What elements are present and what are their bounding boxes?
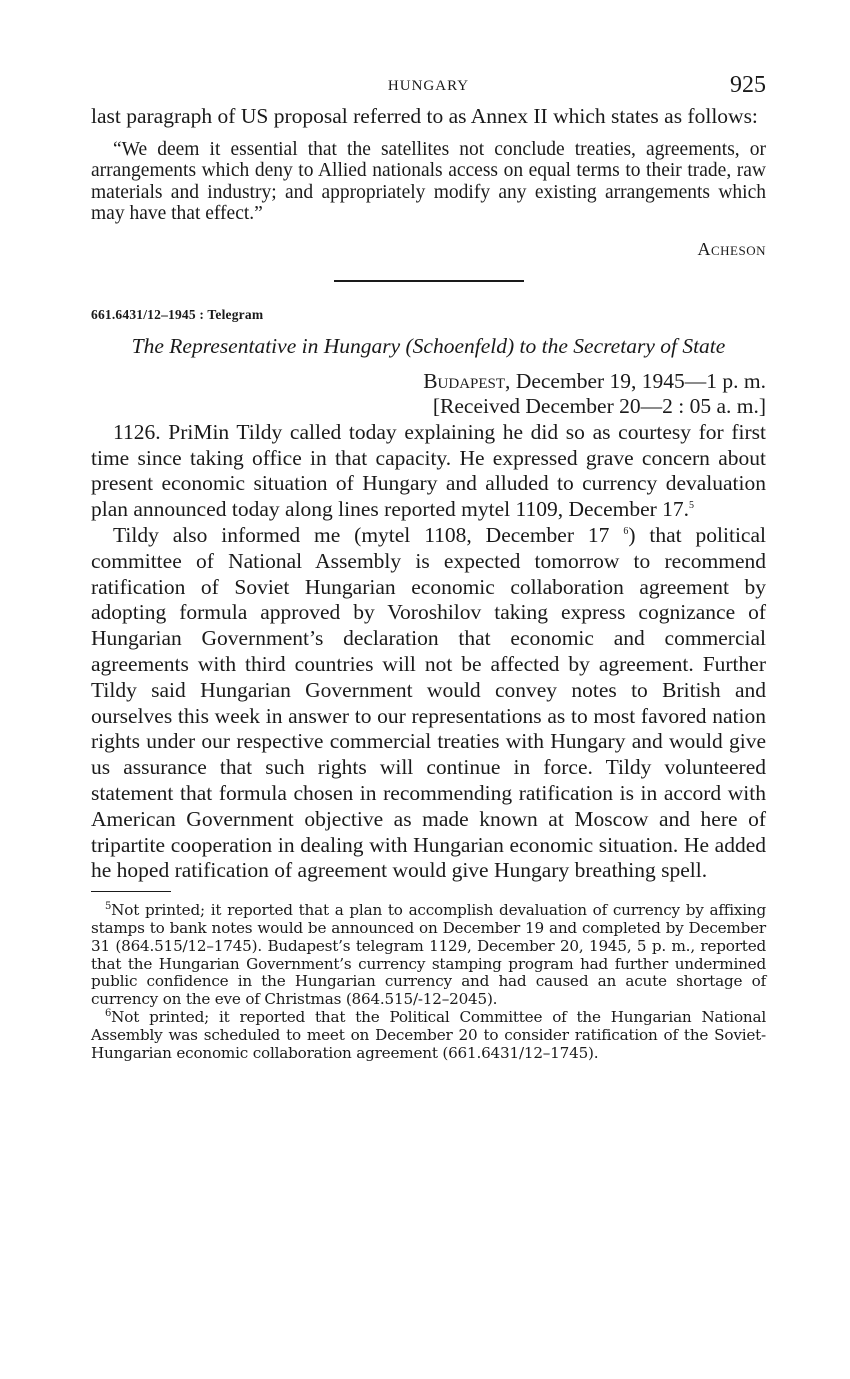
footnote-6 [91, 1009, 766, 1062]
section-divider [334, 280, 524, 282]
document-page [91, 72, 766, 1062]
file-reference: 661.6431/12–1945 : Telegram [91, 306, 264, 322]
paragraph-1-text: 1126. PriMin Tildy called today explaining he did so as courtesy for first time since taking office in that capacity. He expressed grave concern about present economic situation of Hungary and alluded to currency devaluation plan announced today along lines reported mytel 1109, December 17. [91, 419, 766, 522]
page-header [91, 72, 766, 104]
dateline-date: December 19, 1945—1 p. m. [510, 368, 766, 393]
dateline-sent [91, 369, 766, 395]
running-head: HUNGARY [387, 78, 470, 94]
telegram-paragraph-1 [91, 420, 766, 523]
continuation-paragraph: last paragraph of US proposal referred to as Annex II which states as follows: [91, 104, 758, 128]
quoted-annex-text: “We deem it essential that the satellites not conclude treaties, agreements, or arrangements which deny to Allied nationals access on equal terms to their trade, raw materials and industry; and appropriately modify any existing arrangements which may have that effect.” [91, 138, 766, 225]
document-title: The Representative in Hungary (Schoenfeld) to the Secretary of State [131, 333, 726, 358]
footnote-mark: 6 [105, 1007, 112, 1019]
footnote-mark: 5 [105, 901, 112, 913]
footnote-ref-5: 5 [689, 500, 695, 512]
paragraph-2-text-start: Tildy also informed me (mytel 1108, December 17 [113, 522, 624, 547]
footnote-text: Not printed; it reported that a plan to accomplish devaluation of currency by affixing stamps to bank notes would be announced on December 19 and completed by December 31 (864.515/12–1745). Budapest’s telegram 1129, December 20, 1945, 5 p. m., reported that the Hungarian Government’s currency stamping program had further undermined public confidence in the Hungarian currency and had caused an acute shortage of currency on the eve of Christmas (864.515/-12–2045). [91, 901, 766, 1009]
dateline-received: [Received December 20—2 : 05 a. m.] [432, 394, 766, 419]
dateline [91, 369, 766, 420]
footnote-text: Not printed; it reported that the Political Committee of the Hungarian National Assembly was scheduled to meet on December 20 to consider ratification of the Soviet-Hungarian economic collaboration agreement (661.6431/12–1745). [91, 1007, 766, 1062]
footnotes [91, 902, 766, 1062]
page-number: 925 [730, 72, 766, 98]
signature-acheson: Acheson [697, 238, 766, 259]
dateline-place: Budapest, [423, 368, 511, 393]
footnote-ref-6: 6 [623, 525, 629, 537]
footnote-separator [91, 891, 171, 892]
footnote-5 [91, 902, 766, 1009]
paragraph-2-text-rest: ) that political committee of National Assembly is expected tomorrow to recommend ratification of Soviet Hungarian economic collaboration agreement by adopting formula approved by Voroshilov taking express cognizance of Hungarian Government’s declaration that economic and commercial agreements with third countries will not be affected by agreement. Further Tildy said Hungarian Government would convey notes to British and ourselves this week in answer to our representations as to most favored nation rights under our respective commercial treaties with Hungary and would give us assurance that such rights will continue in force. Tildy volunteered statement that formula chosen in recommending ratification is in accord with American Government objective as made known at Moscow and here of tripartite cooperation in dealing with Hungarian economic situation. He added he hoped ratification of agreement would give Hungary breathing spell. [91, 522, 766, 883]
telegram-paragraph-2 [91, 523, 766, 884]
